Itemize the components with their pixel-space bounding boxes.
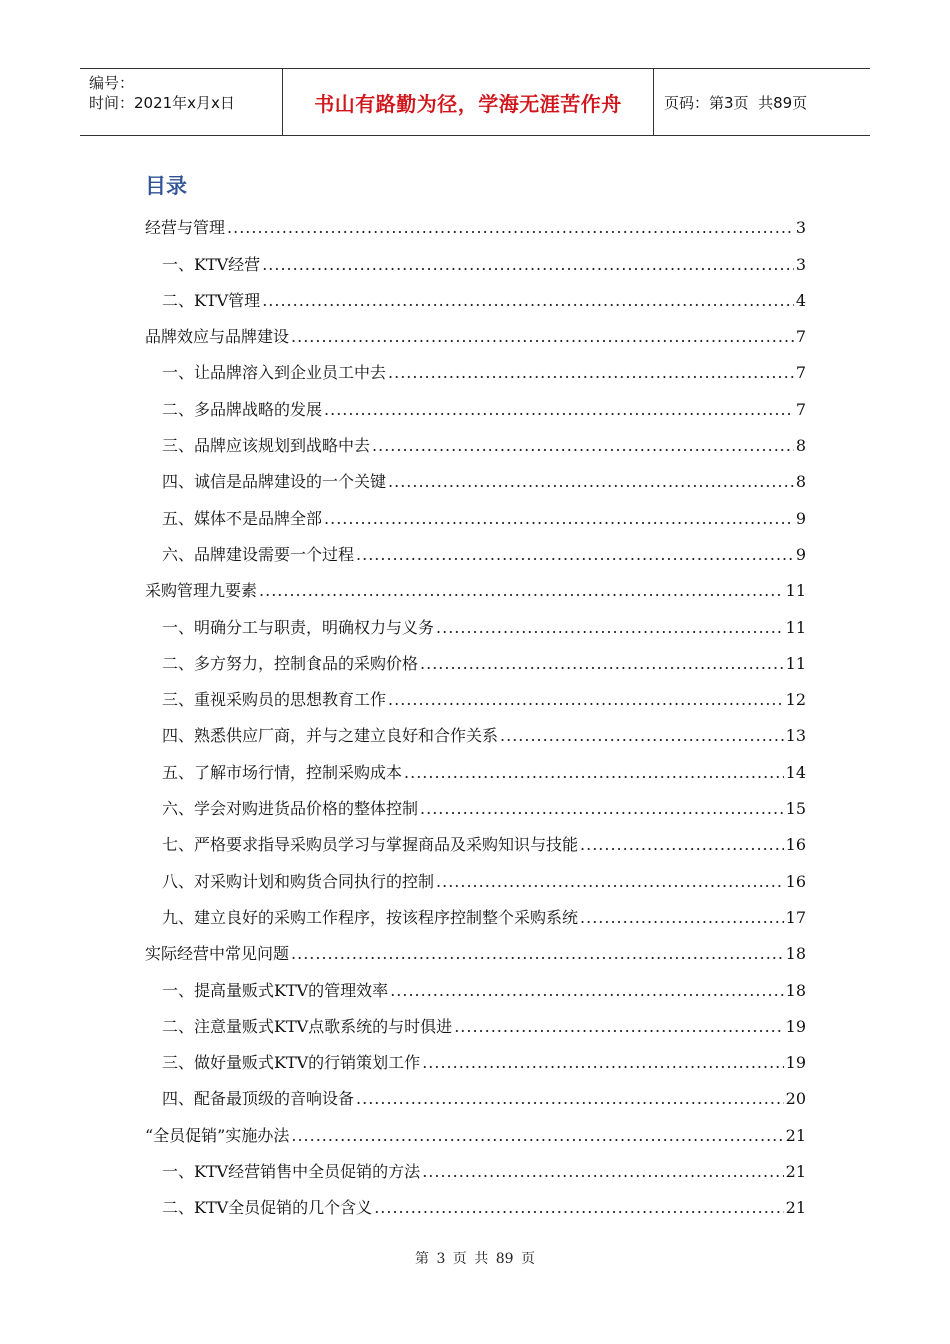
- toc-entry-label: 七、严格要求指导采购员学习与掌握商品及采购知识与技能: [162, 835, 579, 855]
- toc-dot-leader: [580, 908, 784, 928]
- toc-entry-page: 16: [785, 871, 806, 891]
- toc-entry[interactable]: [145, 896, 806, 932]
- page-info-text: 页码：第3页 共89页: [664, 93, 808, 112]
- toc-entry[interactable]: [145, 714, 806, 750]
- toc-entry-page: 16: [785, 835, 806, 855]
- toc-dot-leader: [422, 1162, 783, 1182]
- toc-entry[interactable]: [145, 387, 806, 423]
- toc-dot-leader: [291, 327, 794, 347]
- toc-entry[interactable]: [145, 642, 806, 678]
- toc-entry-page: 3: [795, 254, 806, 274]
- toc-dot-leader: [500, 726, 784, 746]
- toc-entry[interactable]: [145, 1041, 806, 1077]
- toc-entry-label: 一、KTV经营销售中全员促销的方法: [162, 1162, 421, 1182]
- header-page-info: [654, 69, 870, 135]
- toc-entry[interactable]: [145, 279, 806, 315]
- toc-entry-page: 15: [785, 799, 806, 819]
- toc-entry[interactable]: [145, 496, 806, 532]
- page-header: [80, 68, 870, 136]
- toc-entry-page: 11: [785, 653, 806, 673]
- toc-entry[interactable]: [145, 315, 806, 351]
- toc-entry-label: 经营与管理: [145, 218, 226, 238]
- toc-entry-page: 4: [795, 290, 806, 310]
- header-meta: [80, 69, 282, 135]
- toc-entry[interactable]: [145, 460, 806, 496]
- toc-title: 目录: [145, 174, 187, 198]
- toc-dot-leader: [372, 436, 794, 456]
- toc-dot-leader: [580, 835, 784, 855]
- toc-entry-page: 18: [785, 944, 806, 964]
- toc-entry-page: 21: [785, 1162, 806, 1182]
- toc-entry[interactable]: [145, 932, 806, 968]
- toc-entry[interactable]: [145, 605, 806, 641]
- toc-entry[interactable]: [145, 424, 806, 460]
- toc-entry-label: 采购管理九要素: [145, 581, 258, 601]
- toc-dot-leader: [324, 509, 794, 529]
- toc-entry-page: 19: [785, 1016, 806, 1036]
- toc-entry[interactable]: [145, 1186, 806, 1222]
- toc-entry-label: 五、了解市场行情，控制采购成本: [162, 762, 403, 782]
- toc-entry-label: 八、对采购计划和购货合同执行的控制: [162, 871, 435, 891]
- toc-entry-label: 一、让品牌溶入到企业员工中去: [162, 363, 387, 383]
- toc-entry-label: 实际经营中常见问题: [145, 944, 290, 964]
- toc-entry-page: 7: [795, 399, 806, 419]
- toc-entry-label: 五、媒体不是品牌全部: [162, 508, 323, 528]
- toc-entry-page: 21: [785, 1125, 806, 1145]
- toc-entry[interactable]: [145, 787, 806, 823]
- toc-entry-page: 8: [795, 472, 806, 492]
- toc-dot-leader: [436, 618, 784, 638]
- toc-entry-label: 四、配备最顶级的音响设备: [162, 1089, 355, 1109]
- toc-entry-page: 17: [785, 907, 806, 927]
- toc-dot-leader: [388, 690, 784, 710]
- toc-entry-page: 18: [785, 980, 806, 1000]
- toc-entry[interactable]: [145, 823, 806, 859]
- toc-entry-page: 11: [785, 617, 806, 637]
- toc-entry-page: 9: [795, 544, 806, 564]
- toc-entry-label: 三、做好量贩式KTV的行销策划工作: [162, 1053, 421, 1073]
- toc-dot-leader: [422, 1053, 783, 1073]
- toc-entry[interactable]: [145, 1077, 806, 1113]
- toc-dot-leader: [356, 545, 794, 565]
- toc-entry[interactable]: [145, 968, 806, 1004]
- toc-dot-leader: [420, 654, 784, 674]
- toc-entry-page: 8: [795, 436, 806, 456]
- toc-entry-label: 品牌效应与品牌建设: [145, 327, 290, 347]
- time-label: 时间：2021年x月x日: [89, 94, 235, 112]
- toc-entry[interactable]: [145, 206, 806, 242]
- toc-entry[interactable]: [145, 750, 806, 786]
- toc-entry[interactable]: [145, 242, 806, 278]
- toc-dot-leader: [324, 400, 794, 420]
- toc-entry-label: 四、熟悉供应厂商，并与之建立良好和合作关系: [162, 726, 499, 746]
- toc-entry-page: 19: [785, 1053, 806, 1073]
- toc-entry-page: 12: [785, 690, 806, 710]
- toc-dot-leader: [259, 581, 784, 601]
- toc-dot-leader: [374, 1198, 783, 1218]
- toc-dot-leader: [291, 1126, 783, 1146]
- toc-entry[interactable]: [145, 351, 806, 387]
- page-footer: 第 3 页 共 89 页: [415, 1251, 535, 1267]
- toc-dot-leader: [390, 981, 783, 1001]
- toc-dot-leader: [262, 291, 794, 311]
- toc-entry-page: 7: [795, 327, 806, 347]
- toc-entry[interactable]: [145, 859, 806, 895]
- toc-entry-label: 二、KTV管理: [162, 290, 261, 310]
- toc-dot-leader: [454, 1017, 783, 1037]
- toc-dot-leader: [388, 363, 794, 383]
- toc-dot-leader: [262, 255, 794, 275]
- toc-entry-label: 二、KTV全员促销的几个含义: [162, 1198, 373, 1218]
- toc-entry-label: 二、多方努力，控制食品的采购价格: [162, 653, 419, 673]
- toc-entry-label: 二、注意量贩式KTV点歌系统的与时俱进: [162, 1016, 453, 1036]
- toc-entry-label: 三、重视采购员的思想教育工作: [162, 690, 387, 710]
- header-motto: 书山有路勤为径，学海无涯苦作舟: [282, 69, 654, 135]
- toc-entry-label: 六、品牌建设需要一个过程: [162, 544, 355, 564]
- toc-dot-leader: [227, 218, 794, 238]
- toc-entry-page: 21: [785, 1198, 806, 1218]
- toc-entry-page: 3: [795, 218, 806, 238]
- toc-dot-leader: [291, 944, 784, 964]
- toc-entry[interactable]: [145, 1150, 806, 1186]
- toc-dot-leader: [388, 472, 794, 492]
- toc-entry-page: 9: [795, 508, 806, 528]
- toc-entry[interactable]: [145, 1005, 806, 1041]
- toc-dot-leader: [420, 799, 784, 819]
- toc-entry-page: 20: [785, 1089, 806, 1109]
- toc-dot-leader: [404, 763, 784, 783]
- toc-entry-label: 九、建立良好的采购工作程序，按该程序控制整个采购系统: [162, 907, 579, 927]
- toc-entry[interactable]: [145, 569, 806, 605]
- toc-entry-page: 13: [785, 726, 806, 746]
- toc-entry-label: 一、提高量贩式KTV的管理效率: [162, 980, 389, 1000]
- toc-entry[interactable]: [145, 533, 806, 569]
- toc-entry[interactable]: [145, 678, 806, 714]
- toc-entry-label: 二、多品牌战略的发展: [162, 399, 323, 419]
- toc-entry-label: 四、诚信是品牌建设的一个关键: [162, 472, 387, 492]
- toc-entry-label: 一、KTV经营: [162, 254, 261, 274]
- number-label: 编号：: [89, 74, 135, 92]
- toc-dot-leader: [436, 872, 784, 892]
- toc-entry-page: 14: [785, 762, 806, 782]
- toc-entry-label: 一、明确分工与职责，明确权力与义务: [162, 617, 435, 637]
- toc-entry-label: 六、学会对购进货品价格的整体控制: [162, 799, 419, 819]
- toc-entry-label: “全员促销”实施办法: [145, 1125, 290, 1145]
- toc-entry-label: 三、品牌应该规划到战略中去: [162, 436, 371, 456]
- toc-dot-leader: [356, 1089, 784, 1109]
- toc-entry-page: 7: [795, 363, 806, 383]
- toc-entry[interactable]: [145, 1113, 806, 1149]
- table-of-contents: [145, 206, 806, 1222]
- toc-entry-page: 11: [785, 581, 806, 601]
